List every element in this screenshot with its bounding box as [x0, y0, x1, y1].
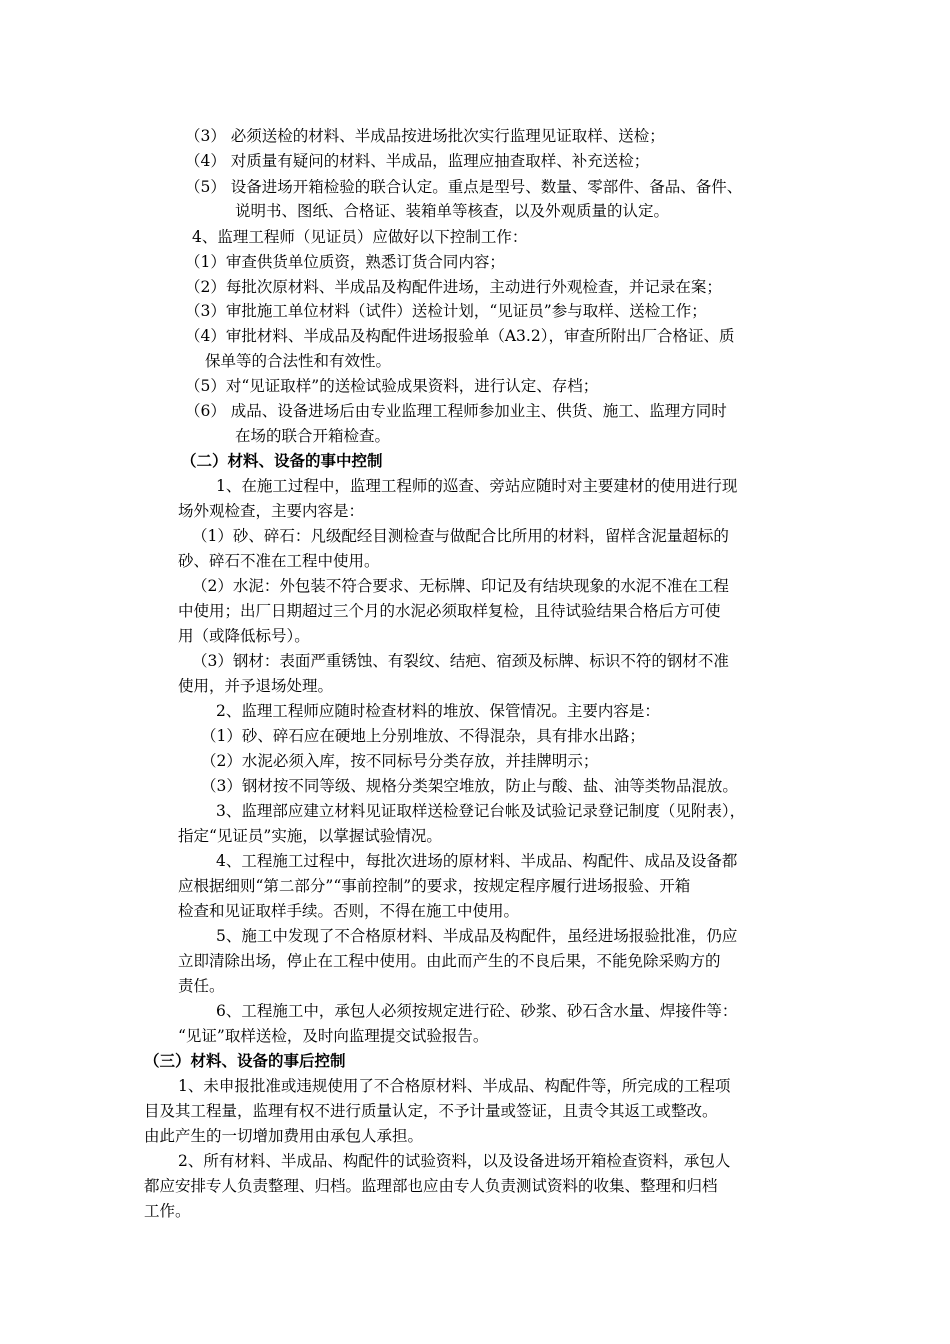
section-heading: （二）材料、设备的事中控制	[181, 451, 383, 470]
text-line: 都应安排专人负责整理、归档。监理部也应由专人负责测试资料的收集、整理和归档	[144, 1177, 718, 1195]
text-line: （4） 对质量有疑问的材料、半成品，监理应抽查取样、补充送检；	[185, 152, 650, 170]
text-line: （5）对“见证取样”的送检试验成果资料，进行认定、存档；	[185, 377, 599, 395]
text-line: 由此产生的一切增加费用由承包人承担。	[144, 1127, 424, 1145]
text-line: 指定“见证员”实施，以掌握试验情况。	[178, 827, 442, 845]
text-line: 2、监理工程师应随时检查材料的堆放、保管情况。主要内容是：	[216, 702, 660, 720]
section-heading: （三）材料、设备的事后控制	[144, 1051, 346, 1070]
text-line: 5、施工中发现了不合格原材料、半成品及构配件，虽经进场报验批准，仍应	[216, 927, 738, 945]
text-line: 说明书、图纸、合格证、装箱单等核查，以及外观质量的认定。	[235, 202, 670, 220]
text-line: （3）审批施工单位材料（试件）送检计划，“见证员”参与取样、送检工作；	[185, 302, 707, 320]
text-line: 3、监理部应建立材料见证取样送检登记台帐及试验记录登记制度（见附表），	[216, 802, 746, 820]
text-line: （5） 设备进场开箱检验的联合认定。重点是型号、数量、零部件、备品、备件、	[185, 178, 743, 196]
text-line: 6、工程施工中，承包人必须按规定进行砼、砂浆、砂石含水量、焊接件等：	[216, 1002, 738, 1020]
text-line: 4、工程施工过程中，每批次进场的原材料、半成品、构配件、成品及设备都	[216, 852, 738, 870]
text-line: （3）钢材：表面严重锈蚀、有裂纹、结疤、宿颈及标牌、标识不符的钢材不准	[192, 652, 729, 670]
text-line: “见证”取样送检，及时向监理提交试验报告。	[178, 1027, 489, 1045]
text-line: 2、所有材料、半成品、构配件的试验资料，以及设备进场开箱检查资料，承包人	[178, 1152, 731, 1170]
text-line: （2）水泥：外包装不符合要求、无标牌、印记及有结块现象的水泥不准在工程	[192, 577, 729, 595]
text-line: 1、未申报批准或违规使用了不合格原材料、半成品、构配件等，所完成的工程项	[178, 1077, 731, 1095]
text-line: （2）水泥必须入库，按不同标号分类存放，并挂牌明示；	[201, 752, 599, 770]
text-line: （3） 必须送检的材料、半成品按进场批次实行监理见证取样、送检；	[185, 127, 665, 145]
text-line: 目及其工程量，监理有权不进行质量认定，不予计量或签证，且责令其返工或整改。	[144, 1102, 718, 1120]
text-line: 保单等的合法性和有效性。	[205, 352, 392, 370]
text-line: 1、在施工过程中，监理工程师的巡查、旁站应随时对主要建材的使用进行现	[216, 477, 738, 495]
text-line: 检查和见证取样手续。否则，不得在施工中使用。	[178, 902, 520, 920]
text-line: 中使用；出厂日期超过三个月的水泥必须取样复检，且待试验结果合格后方可使	[178, 602, 721, 620]
text-line: 场外观检查，主要内容是：	[178, 502, 365, 520]
text-line: 立即清除出场，停止在工程中使用。由此而产生的不良后果，不能免除采购方的	[178, 952, 721, 970]
text-line: （2）每批次原材料、半成品及构配件进场，主动进行外观检查，并记录在案；	[185, 278, 722, 296]
text-line: 用（或降低标号）。	[178, 627, 310, 645]
text-line: 砂、碎石不准在工程中使用。	[178, 552, 380, 570]
text-line: 工作。	[144, 1202, 191, 1220]
text-line: （1）砂、碎石：凡级配经目测检查与做配合比所用的材料，留样含泥量超标的	[192, 527, 729, 545]
text-line: （3）钢材按不同等级、规格分类架空堆放，防止与酸、盐、油等类物品混放。	[201, 777, 738, 795]
text-line: 应根据细则“第二部分”“事前控制”的要求，按规定程序履行进场报验、开箱	[178, 877, 691, 895]
text-line: （6） 成品、设备进场后由专业监理工程师参加业主、供货、施工、监理方同时	[185, 402, 727, 420]
text-line: 使用，并予退场处理。	[178, 677, 334, 695]
text-line: （1）审查供货单位质资，熟悉订货合同内容；	[185, 253, 505, 271]
text-line: （1）砂、碎石应在硬地上分别堆放、不得混杂，具有排水出路；	[201, 727, 645, 745]
text-line: 4、监理工程师（见证员）应做好以下控制工作：	[192, 228, 528, 246]
text-line: 责任。	[178, 977, 225, 995]
text-line: （4）审批材料、半成品及构配件进场报验单（A3.2），审查所附出厂合格证、质	[185, 327, 735, 345]
text-line: 在场的联合开箱检查。	[235, 427, 391, 445]
